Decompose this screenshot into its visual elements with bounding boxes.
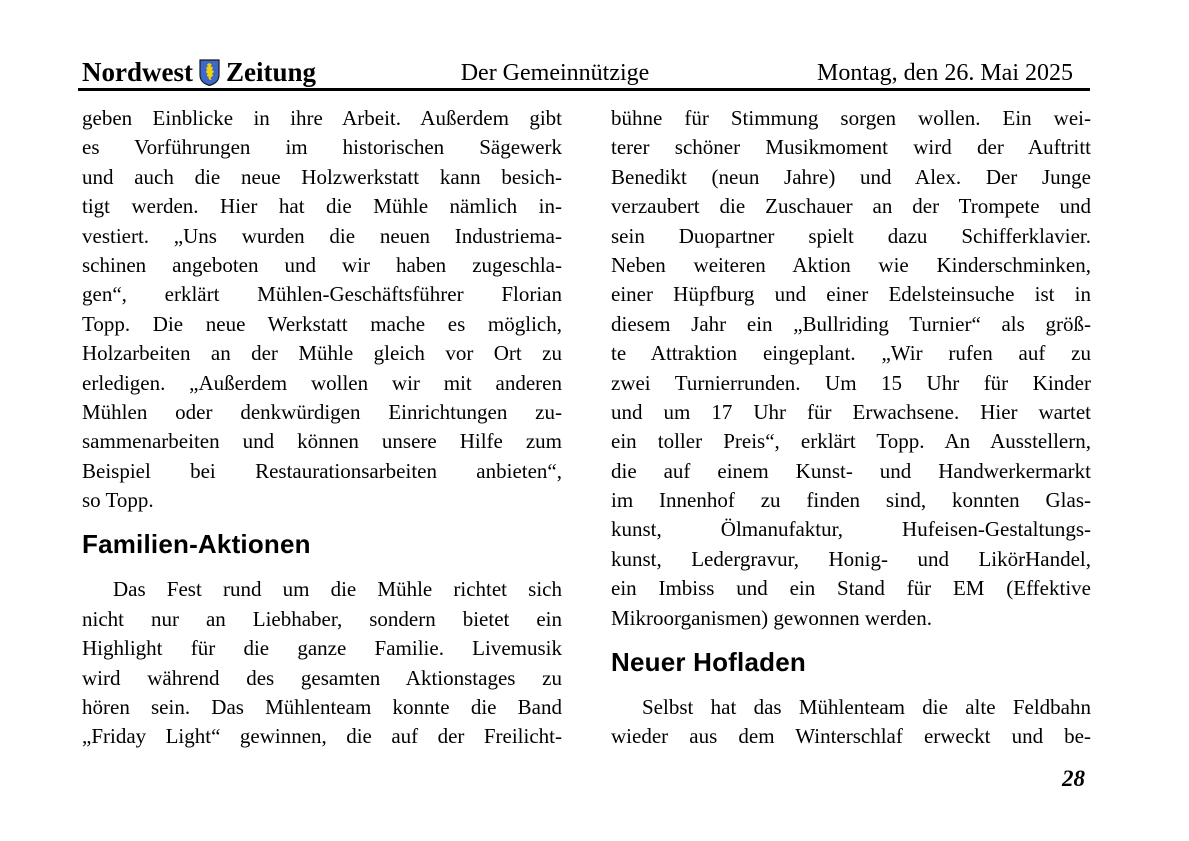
text-line: Highlight für die ganze Familie. Livemusik (82, 636, 562, 661)
text-line: schinen angeboten und wir haben zugeschla- (82, 252, 562, 277)
text-line: kunst, Ölmanufaktur, Hufeisen-Gestaltungs- (611, 517, 1091, 542)
text-line: Mühlen oder denkwürdigen Einrichtungen zu- (82, 399, 562, 424)
text-line: wird während des gesamten Aktionstages zu (82, 665, 562, 690)
text-line: Holzarbeiten an der Mühle gleich vor Ort zu (82, 341, 562, 366)
text-line: nicht nur an Liebhaber, sondern bietet ein (82, 606, 562, 631)
text-line: verzaubert die Zuschauer an der Trompete und (611, 194, 1091, 219)
text-line: hören sein. Das Mühlenteam konnte die Band (82, 695, 562, 720)
text-line: geben Einblicke in ihre Arbeit. Außerdem gibt (82, 106, 562, 130)
text-line: terer schöner Musikmoment wird der Auftritt (611, 135, 1091, 160)
text-line: Topp. Die neue Werkstatt mache es möglich, (82, 311, 562, 336)
text-line: wieder aus dem Winterschlaf erweckt und be- (611, 724, 1091, 749)
paragraph (82, 104, 562, 515)
text-line: vestiert. „Uns wurden die neuen Industriema- (82, 223, 562, 248)
text-line: Neben weiteren Aktion wie Kinderschminken, (611, 252, 1091, 277)
text-line: und um 17 Uhr für Erwachsene. Hier wartet (611, 399, 1091, 424)
text-line: und auch die neue Holzwerkstatt kann besich- (82, 164, 562, 189)
text-line: erledigen. „Außerdem wollen wir mit anderen (82, 370, 562, 395)
text-line: sein Duopartner spielt dazu Schifferklavier. (611, 223, 1091, 248)
text-line: diesem Jahr ein „Bullriding Turnier“ als größ- (611, 311, 1091, 336)
text-line: sammenarbeiten und können unsere Hilfe zum (82, 429, 562, 454)
article-column-right (611, 104, 1091, 752)
section-heading-familien-aktionen: Familien-Aktionen (82, 529, 311, 560)
text-line: tigt werden. Hier hat die Mühle nämlich in- (82, 194, 562, 219)
text-line: es Vorführungen im historischen Sägewerk (82, 135, 562, 160)
text-line: einer Hüpfburg und einer Edelsteinsuche ist in (611, 282, 1091, 307)
brand-name-right: Zeitung (225, 57, 317, 87)
text-line: Benedikt (neun Jahre) und Alex. Der Junge (611, 164, 1091, 189)
text-line: die auf einem Kunst- und Handwerkermarkt (611, 458, 1091, 483)
text-line: Mikroorganismen) gewonnen werden. (611, 605, 932, 630)
text-line: so Topp. (82, 488, 154, 513)
text-line: Selbst hat das Mühlenteam die alte Feldbahn (642, 695, 1091, 720)
brand-name-left: Nordwest (82, 57, 193, 87)
paragraph (611, 104, 1091, 633)
header-rule (78, 88, 1090, 91)
text-line: kunst, Ledergravur, Honig- und LikörHandel, (611, 546, 1091, 571)
text-line: bühne für Stimmung sorgen wollen. Ein wei- (611, 106, 1091, 130)
article-column-left (82, 104, 562, 752)
page-number: 28 (1062, 766, 1085, 791)
text-line: im Innenhof zu finden sind, konnten Glas- (611, 488, 1091, 513)
text-line: ein Imbiss und ein Stand für EM (Effektive (611, 576, 1091, 601)
text-line: zwei Turnierrunden. Um 15 Uhr für Kinder (611, 370, 1091, 395)
paragraph (82, 575, 562, 751)
text-line: ein toller Preis“, erklärt Topp. An Ausstellern, (611, 429, 1091, 454)
text-line: gen“, erklärt Mühlen-Geschäftsführer Florian (82, 282, 562, 307)
paragraph (611, 693, 1091, 752)
text-line: „Friday Light“ gewinnen, die auf der Freilicht- (82, 724, 562, 749)
running-title: Der Gemeinnützige (460, 60, 650, 86)
text-line: Das Fest rund um die Mühle richtet sich (113, 577, 562, 602)
text-line: te Attraktion eingeplant. „Wir rufen auf zu (611, 341, 1091, 366)
issue-date: Montag, den 26. Mai 2025 (817, 60, 1073, 86)
section-heading-neuer-hofladen: Neuer Hofladen (611, 647, 806, 678)
text-line: Beispiel bei Restaurationsarbeiten anbieten“, (82, 458, 562, 483)
